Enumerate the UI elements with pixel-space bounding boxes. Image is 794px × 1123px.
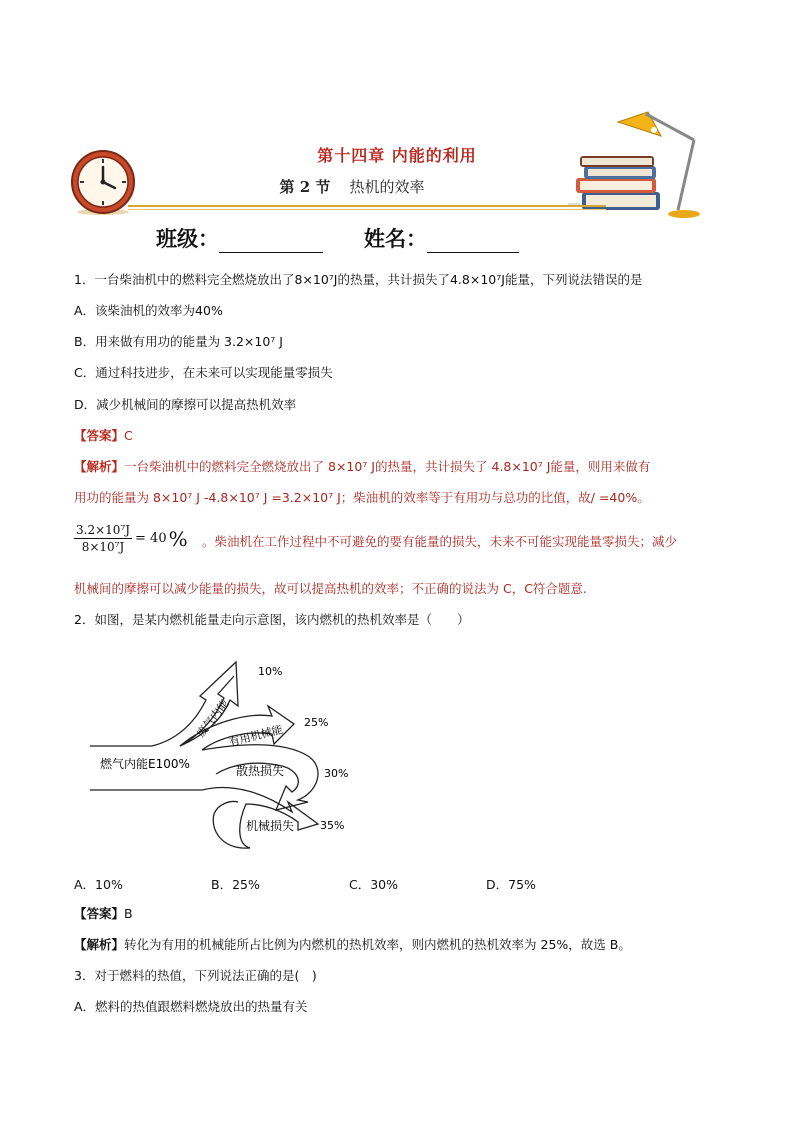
useful-label: 有用机械能 xyxy=(227,722,285,749)
analysis-text: 一台柴油机中的燃料完全燃烧放出了 8×10⁷ J的热量，共计损失了 4.8×10⁷ J能量，则用来做有 xyxy=(124,459,651,474)
analysis-tag: 【解析】 xyxy=(74,459,125,474)
section-number: 第 2 节 xyxy=(279,178,331,196)
q1-stem: 1．一台柴油机中的燃料完全燃烧放出了8×10⁷J的热量，共计损失了4.8×10⁷J能量，下列说法错误的是 xyxy=(74,272,643,287)
name-field xyxy=(364,223,519,253)
section-name: 热机的效率 xyxy=(349,178,425,196)
q2-stem: 2．如图，是某内燃机能量走向示意图，该内燃机的热机效率是（ ） xyxy=(74,612,470,627)
analysis-tag: 【解析】 xyxy=(74,937,125,952)
q1-option-a: A．该柴油机的效率为40% xyxy=(74,303,223,318)
q2-option-d: D．75% xyxy=(486,877,536,892)
header-rule-thin xyxy=(128,209,606,210)
input-label: 燃气内能E100% xyxy=(100,757,190,771)
class-label: 班级： xyxy=(156,227,219,251)
q1-analysis-line3: 。柴油机在工作过程中不可避免的要有能量的损失，未来不可能实现能量零损失；减少 xyxy=(202,534,678,549)
class-blank[interactable] xyxy=(219,234,323,253)
q1-answer xyxy=(74,427,734,445)
q2-analysis xyxy=(74,936,734,954)
fraction-numerator: 3.2×10⁷J xyxy=(76,523,131,537)
mech-arrow xyxy=(202,787,318,848)
heat-label: 散热损失 xyxy=(236,764,285,778)
exhaust-label: 废气内能 xyxy=(194,697,232,740)
q1-option-b: B．用来做有用功的能量为 3.2×10⁷ J xyxy=(74,334,283,349)
q3-option-a: A．燃料的热值跟燃料燃烧放出的热量有关 xyxy=(74,999,308,1014)
pct-25: 25% xyxy=(304,716,329,729)
analysis-text: 转化为有用的机械能所占比例为内燃机的热机效率，则内燃机的热机效率为 25%，故选 B。 xyxy=(124,937,631,952)
q3-stem: 3．对于燃料的热值，下列说法正确的是( ) xyxy=(74,968,317,983)
mech-label: 机械损失 xyxy=(246,819,295,833)
answer-tag: 【答案】 xyxy=(74,428,125,443)
percent-sign: % xyxy=(168,526,188,551)
energy-flow-diagram xyxy=(86,654,366,854)
q1-option-d: D．减少机械间的摩擦可以提高热机效率 xyxy=(74,397,297,412)
q2-option-b: B．25% xyxy=(211,877,260,892)
pct-30: 30% xyxy=(324,767,349,780)
name-blank[interactable] xyxy=(427,234,519,253)
fraction-stack xyxy=(74,523,132,554)
pct-10: 10% xyxy=(258,665,283,678)
q2-option-a: A．10% xyxy=(74,877,123,892)
q1-option-c: C．通过科技进步，在未来可以实现能量零损失 xyxy=(74,365,333,380)
class-field xyxy=(156,223,323,253)
fraction-result: = 40 xyxy=(135,531,167,546)
q2-option-c: C．30% xyxy=(349,877,399,892)
header-rule xyxy=(128,205,606,207)
efficiency-fraction xyxy=(74,523,188,554)
answer-value: C xyxy=(124,428,133,443)
answer-value: B xyxy=(124,906,133,921)
q1-analysis-line2: 用功的能量为 8×10⁷ J -4.8×10⁷ J =3.2×10⁷ J；柴油机的效率等于有用功与总功的比值，故/ =40%。 xyxy=(74,490,650,505)
q2-answer xyxy=(74,905,734,923)
q1-analysis-line1 xyxy=(74,458,734,476)
fraction-denominator: 8×10⁷J xyxy=(81,540,125,554)
answer-tag: 【答案】 xyxy=(74,906,125,921)
q1-analysis-line4: 机械间的摩擦可以减少能量的损失，故可以提高热机的效率；不正确的说法为 C，C符合题意. xyxy=(74,581,587,596)
section-title xyxy=(0,176,704,197)
chapter-title: 第十四章 内能的利用 xyxy=(317,146,477,165)
pct-35: 35% xyxy=(320,819,345,832)
name-label: 姓名： xyxy=(364,227,427,251)
